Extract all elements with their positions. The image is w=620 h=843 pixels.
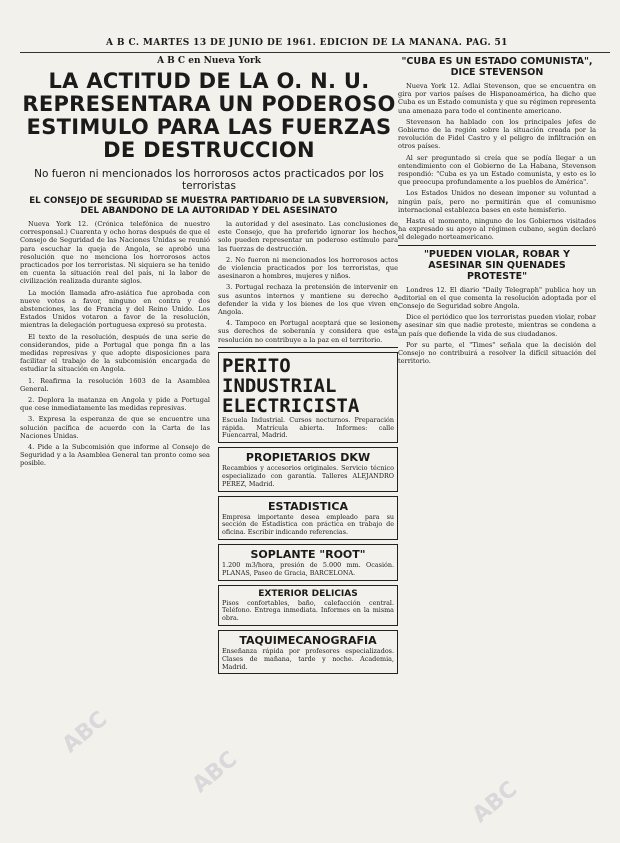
masthead-rule — [20, 52, 610, 53]
ad-text: Escuela Industrial. Cursos nocturnos. Preparación rápida. Matrícula abierta. Informes: calle Fuencarral, Madrid. — [222, 415, 394, 440]
ad-title: PROPIETARIOS DKW — [245, 451, 371, 465]
paragraph: La moción llamada afro-asiática fue aprobada con nueve votos a favor, ninguno en contra y dos abstenciones, las de Francia y del Reino Unido. Los Estados Unidos votaron a favor de la resolución, mientras la delegación portuguesa expresó su protesta. — [20, 288, 210, 330]
ad-title: EXTERIOR DELICIAS — [258, 588, 358, 599]
paragraph: Hasta el momento, ninguno de los Gobiernos visitados ha expresado su apoyo al régimen cubano, según declaró el delegado norteamericano. — [398, 217, 596, 242]
paragraph: 2. Deplora la matanza en Angola y pide a Portugal que cese inmediatamente las medidas represivas. — [20, 396, 210, 413]
article-headline: "CUBA ES UN ESTADO COMUNISTA", DICE STEVENSON — [401, 56, 593, 78]
watermark: ABC — [187, 746, 243, 799]
article-columns — [20, 220, 398, 678]
paragraph: 2. No fueron ni mencionados los horrorosos actos de violencia practicados por los terroristas, que asesinaron a hombres, mujeres y niños. — [218, 255, 398, 281]
paragraph: Al ser preguntado si creía que se podía llegar a un entendimiento con el Gobierno de La Habana, Stevenson respondió: "Cuba es ya un Estado comunista, y esto es lo que preocupa profundamente a los pueblos de América". — [398, 153, 596, 187]
paragraph: 3. Expresa la esperanza de que se encuentre una solución pacífica de acuerdo con la Carta de las Naciones Unidas. — [20, 415, 210, 440]
article-column-2 — [218, 220, 398, 678]
ad-text: Empresa importante desea empleado para su sección de Estadística con práctica en trabajo de oficina. Escribir indicando referencias. — [222, 512, 394, 537]
ad-title: ESTADISTICA — [268, 499, 348, 513]
paragraph: 3. Portugal rechaza la pretensión de intervenir en sus asuntos internos y mantiene su derecho a defender la vida y los bienes de los que viven en Angola. — [218, 283, 398, 317]
ad-dkw — [218, 447, 398, 491]
paragraph: Por su parte, el "Times" señala que la decisión del Consejo no contribuirá a resolver la difícil situación del territorio. — [398, 340, 596, 366]
article-headline: "PUEDEN VIOLAR, ROBAR Y ASESINAR SIN QUENADES PROTESTE" — [423, 248, 570, 282]
paragraph: 4. Pide a la Subcomisión que informe al Consejo de Seguridad y a la Asamblea General tan pronto como sea posible. — [20, 443, 210, 468]
paragraph: Nueva York 12. Adlai Stevenson, que se encuentra en gira por varios países de Hispanoamérica, ha dicho que Cuba es un Estado comunista y que su régimen representa una amenaza para todo el continente americano. — [398, 82, 596, 115]
subheadline: No fueron ni mencionados los horrorosos actos practicados por los terroristas — [34, 168, 384, 192]
article-column-1 — [20, 220, 210, 678]
watermark: ABC — [467, 776, 523, 829]
masthead: A B C. MARTES 13 DE JUNIO DE 1961. EDICION DE LA MAÑANA. PAG. 51 — [106, 38, 508, 48]
right-column — [398, 54, 596, 834]
main-article-column — [20, 54, 398, 774]
ad-text: Recambios y accesorios originales. Servicio técnico especializado con garantía. Talleres ALEJANDRO PEREZ, Madrid. — [222, 464, 394, 488]
paragraph: Stevenson ha hablado con los principales jefes de Gobierno de la región sobre la situación creada por la revolución de Fidel Castro y el peligro de infiltración en otros países. — [398, 117, 596, 151]
watermark: ABC — [57, 706, 113, 759]
divider — [398, 245, 596, 246]
ad-text: Pisos confortables, baño, calefacción central. Teléfono. Entrega inmediata. Informes en la misma obra. — [222, 598, 394, 623]
paragraph: 4. Tampoco en Portugal aceptará que se lesionen sus derechos de soberanía y considera que esta resolución no contribuye a la paz en el territorio. — [218, 319, 398, 344]
section-label: A B C en Nueva York — [157, 56, 261, 66]
ad-estadistica — [218, 496, 398, 540]
divider — [218, 347, 398, 348]
ad-perito — [218, 352, 398, 443]
secondary-subheadline: EL CONSEJO DE SEGURIDAD SE MUESTRA PARTIDARIO DE LA SUBVERSION, DEL ABANDONO DE LA AUTORIDAD Y DEL ASESINATO — [29, 196, 389, 216]
ad-soplante — [218, 544, 398, 581]
headline: LA ACTITUD DE LA O. N. U. REPRESENTARA UN PODEROSO ESTIMULO PARA LAS FUERZAS DE DESTRUCCION — [22, 69, 396, 162]
ad-text: 1.200 m3/hora, presión de 5.000 mm. Ocasión. PLANAS, Paseo de Gracia, BARCELONA. — [222, 561, 394, 577]
paragraph: Los Estados Unidos no desean imponer su voluntad a ningún país, pero no permitirán que el comunismo internacional establezca bases en este hemisferio. — [398, 189, 596, 214]
paragraph: Nueva York 12. (Crónica telefónica de nuestro corresponsal.) Cuarenta y ocho horas después de que el Consejo de Seguridad de las Naciones Unidas se reunió para escuchar la queja de Angola, se aprobó una resolución que no menciona los horrorosos actos practicados por los terroristas. Ni siquiera se ha tenido en cuenta la situación real del país, ni la labor de civilización realizada durante siglos. — [20, 220, 210, 286]
ad-title: SOPLANTE "ROOT" — [250, 548, 366, 562]
ad-title: PERITO INDUSTRIAL ELECTRICISTA — [222, 354, 360, 417]
ad-text: Enseñanza rápida por profesores especializados. Clases de mañana, tarde y noche. Academia, Madrid. — [222, 647, 394, 671]
paragraph: 1. Reafirma la resolución 1603 de la Asamblea General. — [20, 376, 210, 393]
ad-taquimecanografia — [218, 630, 398, 674]
paragraph: El texto de la resolución, después de una serie de considerandos, pide a Portugal que ponga fin a las medidas represivas y que adopte disposiciones para facilitar el trabajo de la subcomisión encargada de estudiar la situación en Angola. — [20, 332, 210, 374]
ad-title: TAQUIMECANOGRAFIA — [239, 634, 377, 647]
paragraph: Londres 12. El diario "Daily Telegraph" publica hoy un editorial en el que comenta la resolución adoptada por el Consejo de Seguridad sobre Angola. — [398, 285, 596, 311]
paragraph: la autoridad y del asesinato. Las conclusiones de este Consejo, que ha preferido ignorar los hechos, solo pueden representar un poderoso estímulo para las fuerzas de destrucción. — [218, 220, 398, 253]
ad-exterior — [218, 585, 398, 626]
paragraph: Dice el periódico que los terroristas pueden violar, robar y asesinar sin que nadie proteste, mientras se condena a un país que defiende la vida de sus ciudadanos. — [398, 313, 596, 338]
